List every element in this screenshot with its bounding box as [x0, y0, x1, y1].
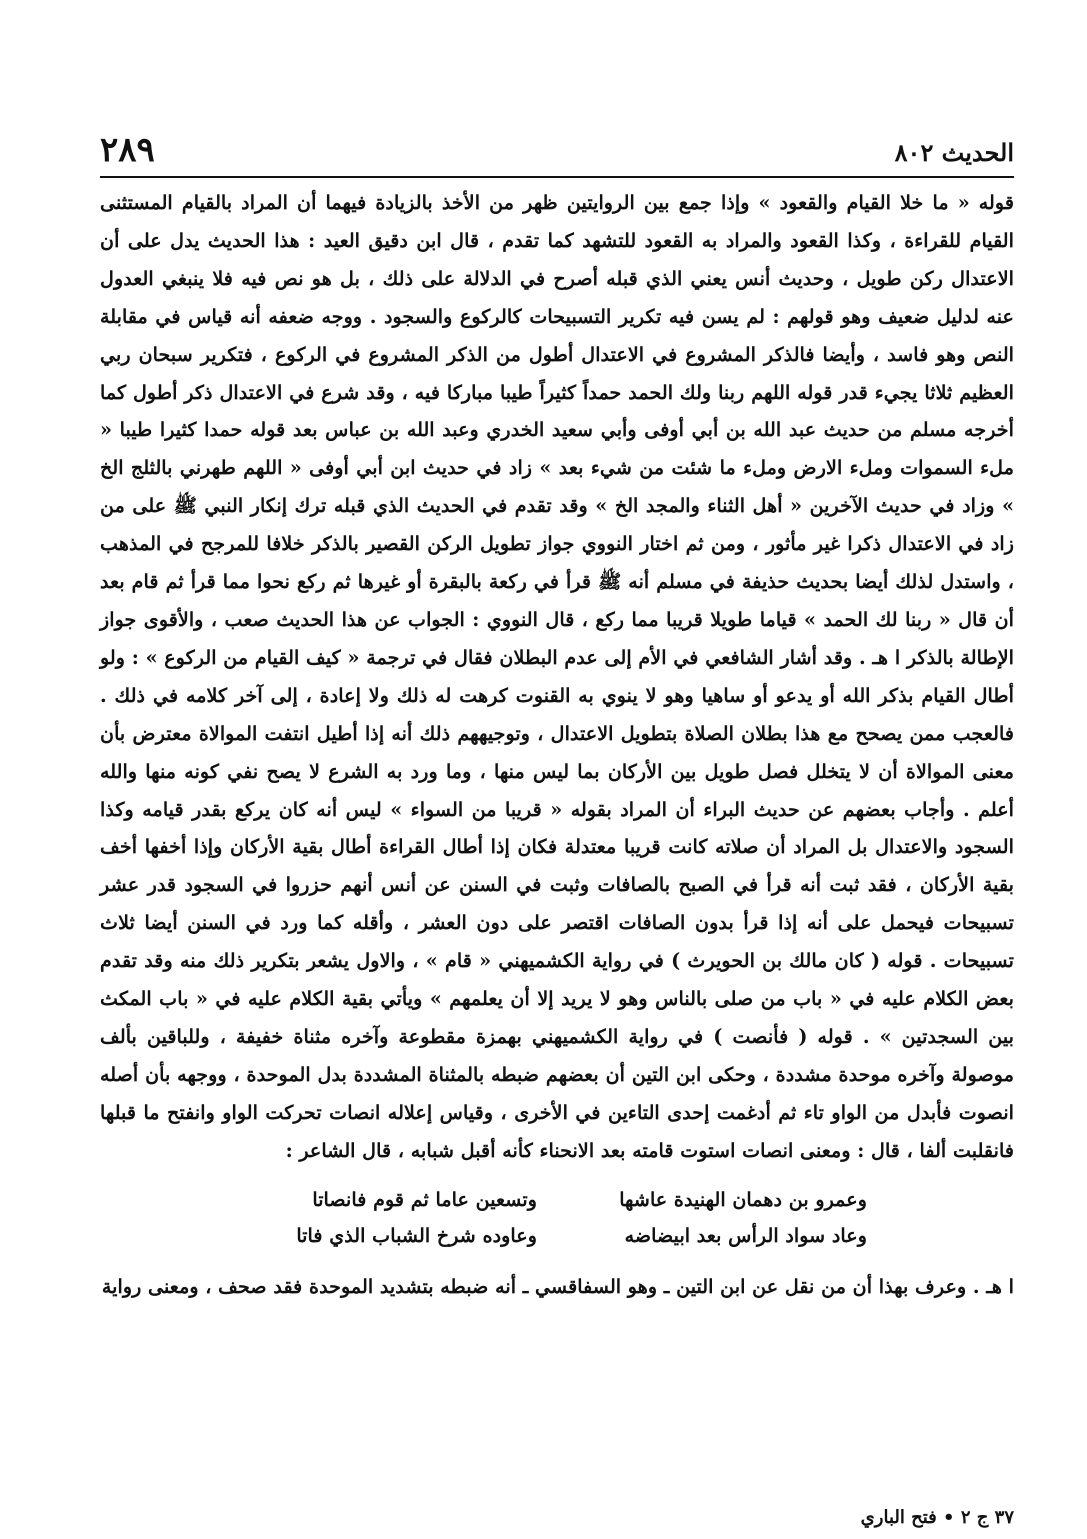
poem: [100, 1182, 1014, 1254]
poem-verse: [100, 1218, 1014, 1254]
page-header: [100, 128, 1014, 178]
running-title: الحديث ٨٠٢: [894, 138, 1014, 167]
poem-verse: [100, 1182, 1014, 1218]
verse-first-hemistich: وعمرو بن دهمان الهنيدة عاشها: [619, 1187, 867, 1211]
verse-first-hemistich: وعاد سواد الرأس بعد ابيضاضه: [624, 1223, 867, 1247]
continuation-text: ا هـ . وعرف بهذا أن من نقل عن ابن التين ـ وهو السفاقسي ـ أنه ضبطه بتشديد الموحدة فقد صحف ، ومعنى رواية: [101, 1274, 1014, 1298]
page: [100, 128, 1014, 1528]
footer-signature: ٣٧ ج ٢ • فتح الباري: [860, 1507, 1014, 1528]
main-text: [100, 184, 1014, 1170]
main-paragraph: قوله « ما خلا القيام والقعود » وإذا جمع بين الروايتين ظهر من الأخذ بالزيادة فيهما أن المراد بالقيام المستثنى القيام للقراءة ، وكذا القعود والمراد به القعود للتشهد كما تقدم ، قال ابن دقيق العيد : هذا الحديث يدل على أن الاعتدال ركن طويل ، وحديث أنس يعني الذي قبله أصرح في الدلالة على ذلك ، بل هو نص فيه فلا ينبغي العدول عنه لدليل ضعيف وهو قولهم : لم يسن فيه تكرير التسبيحات كالركوع والسجود . ووجه ضعفه أنه قياس في مقابلة النص وهو فاسد ، وأيضا فالذكر المشروع في الاعتدال أطول من الذكر المشروع في الركوع ، فتكرير سبحان ربي العظيم ثلاثا يجيء قدر قوله اللهم ربنا ولك الحمد حمداً كثيراً طيبا مباركا فيه ، وقد شرع في الاعتدال ذكر أطول كما أخرجه مسلم من حديث عبد الله بن أبي أوفى وأبي سعيد الخدري وعبد الله بن عباس بعد قوله حمدا كثيرا طيبا « ملء السموات وملء الارض وملء ما شئت من شيء بعد » زاد في حديث ابن أبي أوفى « اللهم طهرني بالثلج الخ » وزاد في حديث الآخرين « أهل الثناء والمجد الخ » وقد تقدم في الحديث الذي قبله ترك إنكار النبي ﷺ على من زاد في الاعتدال ذكرا غير مأثور ، ومن ثم اختار النووي جواز تطويل الركن القصير بالذكر خلافا للمرجح في المذهب ، واستدل لذلك أيضا بحديث حذيفة في مسلم أنه ﷺ قرأ في ركعة بالبقرة أو غيرها ثم ركع نحوا مما قرأ ثم قام بعد أن قال « ربنا لك الحمد » قياما طويلا قريبا مما ركع ، قال النووي : الجواب عن هذا الحديث صعب ، والأقوى جواز الإطالة بالذكر ا هـ . وقد أشار الشافعي في الأم إلى عدم البطلان فقال في ترجمة « كيف القيام من الركوع » : ولو أطال القيام بذكر الله أو يدعو أو ساهيا وهو لا ينوي به القنوت كرهت له ذلك ولا إعادة ، إلى آخر كلامه في ذلك . فالعجب ممن يصحح مع هذا بطلان الصلاة بتطويل الاعتدال ، وتوجيههم ذلك أنه إذا أطيل انتفت الموالاة معترض بأن معنى الموالاة أن لا يتخلل فصل طويل بين الأركان بما ليس منها ، وما ورد به الشرع لا يصح نفي كونه منها والله أعلم . وأجاب بعضهم عن حديث البراء أن المراد بقوله « قريبا من السواء » ليس أنه كان يركع بقدر قيامه وكذا السجود والاعتدال بل المراد أن صلاته كانت قريبا معتدلة فكان إذا أطال القراءة أطال بقية الأركان وإذا أخفها أخف بقية الأركان ، فقد ثبت أنه قرأ في الصبح بالصافات وثبت في السنن عن أنس أنهم حزروا في السجود قدر عشر تسبيحات فيحمل على أنه إذا قرأ بدون الصافات اقتصر على دون العشر ، وأقله كما ورد في السنن أيضا ثلاث تسبيحات . قوله ( كان مالك بن الحويرث ) في رواية الكشميهني « قام » ، والاول يشعر بتكرير ذلك منه وقد تقدم بعض الكلام عليه في « باب من صلى بالناس وهو لا يريد إلا أن يعلمهم » ويأتي بقية الكلام عليه في « باب المكث بين السجدتين » . قوله ( فأنصت ) في رواية الكشميهني بهمزة مقطوعة وآخره مثناة خفيفة ، وللباقين بألف موصولة وآخره موحدة مشددة ، وحكى ابن التين أن بعضهم ضبطه بالمثناة المشددة بدل الموحدة ، ووجهه بأن أصله انصوت فأبدل من الواو تاء ثم أدغمت إحدى التاءين في الأخرى ، وقياس إعلاله انصات تحركت الواو وانفتح ما قبلها فانقلبت ألفا ، قال : ومعنى انصات استوت قامته بعد الانحناء كأنه أقبل شبابه ، قال الشاعر :: [100, 191, 1015, 1162]
page-number: ٢٨٩: [100, 130, 155, 170]
verse-second-hemistich: وتسعين عاما ثم قوم فانصاتا: [312, 1187, 537, 1211]
verse-second-hemistich: وعاوده شرخ الشباب الذي فاتا: [296, 1223, 537, 1247]
